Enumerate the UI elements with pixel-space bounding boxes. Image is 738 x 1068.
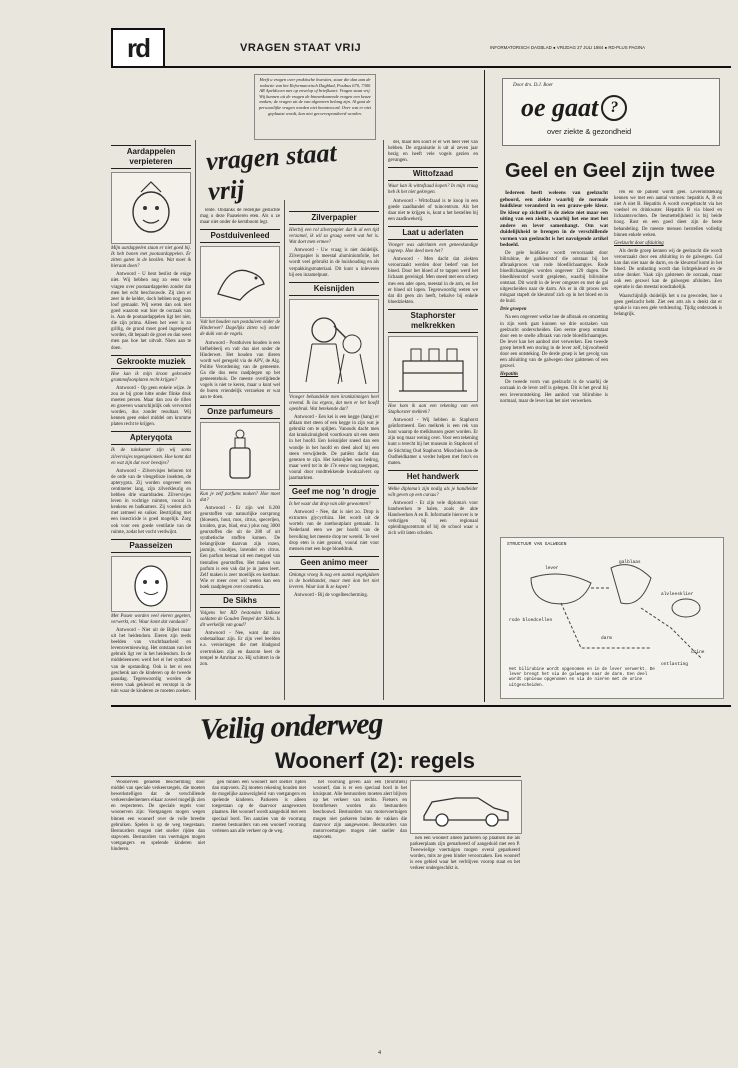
illustration-egg (111, 556, 191, 612)
q-paasseizen: Met Pasen worden veel eieren gegeten, verwerkt, etc. Waar komt dat vandaan? (111, 613, 191, 625)
potato-man-icon (121, 178, 181, 238)
health-left-subhead: Drie groepen (500, 307, 527, 313)
question-mark-icon: ? (601, 95, 627, 121)
q-drop: Is het waar dat drop van alle gewoonten? (289, 502, 371, 508)
veilig-column-3 (313, 780, 407, 1048)
q-postduiven: Valt het houden van postduiven onder de Hinderwet? Dagelijks zitten wij onder de duik van de vogels. (200, 320, 280, 338)
heading-parfumeurs: Onze parfumeurs (200, 405, 280, 419)
veilig-column-4 (410, 836, 520, 1048)
veilig-column-1 (111, 780, 205, 1048)
heading-zilverpapier: Zilverpapier (289, 211, 379, 225)
a-postduiven: Antwoord - Postduiven houden is een liefhebberij en valt dus niet onder de Hinderwet. Het houden van dieren wordt wel geregeld via de APV, de Alg. Politie Verordening van de gemeente. Ga die dus eens raadplegen op het gemeentehuis. De meeste overlijdende vogels is niet te keren, maar u kunt wel de buren vriendelijk verzoeken er wat aan te doen. (200, 340, 280, 401)
bottom-section-rule (111, 705, 731, 707)
health-right-column (614, 190, 722, 530)
health-left-column (500, 190, 608, 530)
illustration-pigeon (200, 246, 280, 318)
q-aardappelen: Mijn aardappelen staan er niet goed bij. Ik heb bonen met pootaardappelen. Er zitten gaten in de knollen. Wat moet ik hieraan doen? (111, 246, 191, 270)
intro-text: Heeft u vragen over praktische kwesties, stuur die dan aan de redactie van het Reformatorisch Dagblad, Postbus 670, 7300 AR Apeldoorn met op envelop of briefkaart: Vragen staat vrij. Wij kunnen uit de vragen de binnenkomende vragen een keuze maken; de vragen uit de van algemeen belang zijn. Al gaat de persoonlijke vragen worden niet beantwoord. Over wat er niet geplaatst wordt, kan niet gecorrespondeerd worden. (258, 77, 372, 116)
masthead-logo (111, 28, 165, 68)
heading-handwerk: Het handwerk (388, 470, 478, 484)
q-keisnijden: Vroeger behandelde men krankzinnigen heel vreemd. Ik las ergens, dat men er het hoofd openbrak. Wat betekende dat? (289, 394, 379, 412)
health-lead: Iedereen heeft weleens van geelzucht gehoord, een ziekte waarbij de normale huidkleur veranderd in een grauw-gele kleur. De kleur op zichzelf is de ziekte niet maar een uiting van een ziekte, waarbij het ene met het andere en lever samenhangt. Om wat duidelijkheid te brengen in de verschillende vormen van geelzucht is het navolgende artikel bedoeld. (500, 190, 608, 248)
q-parfumeurs: Kun je zelf parfums maken? Hoe moet dat? (200, 491, 280, 503)
diagram-title: STRUCTUUR VAN GALWEGEN (507, 542, 567, 547)
health-left-subhead2: Hepatitis (500, 372, 519, 378)
health-left-text: De gele huidkleur wordt veroorzaakt door bilirubine, de galkleurstof die ontstaat bij het afbraakproces van rode bloedlichaampjes. Rode bloedlichaampjes worden ongeveer 120 dagen. De bloedkleurstof wordt gespleten, waarbij bilirubine ontstaat. Dit wordt in de lever omgezet en met de gal uitgescheiden naar de darm. Als er in dit proces iets misgaat stapelt de kleurstof zich op in het bloed en in de huid. (500, 250, 608, 305)
illustration-car (410, 780, 522, 834)
column-2 (200, 208, 280, 702)
a-animo-continued: del, maar den soort er er wel heel veel van hebben. De organisatie is uit al zeven jaar bezig en heeft vele vogels gezien en gevangen. (388, 140, 478, 164)
diagram-label-stool: ontlasting (661, 662, 689, 667)
heading-apteryqota: Apteryqota (111, 431, 191, 445)
perfume-bottle-icon (216, 428, 264, 484)
veilig-column-2 (212, 780, 306, 1048)
health-section (490, 72, 730, 700)
heading-keisnijden: Keisnijden (289, 282, 379, 296)
q-handwerk: Welke diploma's zijn nodig als je handleider wilt geven op een cursus? (388, 486, 478, 498)
veilig-title: Woonerf (2): regels (274, 748, 476, 773)
health-logo-word (521, 93, 627, 123)
q-muziek: Hoe kan ik mijn kroon gekrookte grammofoonplaten recht krijgen? (111, 371, 191, 383)
heading-animo: Geen animo meer (289, 556, 379, 570)
health-title: Geel en Geel zijn twee (504, 160, 716, 182)
a-apteryqota: Antwoord - Zilvervisjes behoren tot de orde van de vleugelloze insekten, de apterygota. Zij worden ongeveer een centimeter lang, zijn zilverkleurig en hebben drie staartdraden. Zilvervisjes leven in vochtige ruimten, vooral in keukens en badkamers. Zij voeden zich met zetmeel en suiker. Bestrijding met een insecticide is goed mogelijk. Zorg ook voor een goede ventilatie van de ruimte, zodat het vocht verdwijnt. (111, 468, 191, 535)
car-icon (416, 784, 516, 830)
heading-paasseizen: Paasseizen (111, 539, 191, 553)
heading-drop: Geef me nog 'n drogje (289, 485, 379, 499)
health-right-text: ren en de patiënt wordt geel. Leverontsteking kennen we met een aantal vormen: hepatitis A, B en niet A niet B. Hepatitis A wordt overgebracht via het voedsel en drinkwater. Hepatitis B via bloed en lichaamsvochten. De besmettelijkheid is bij beide hoog. Rust en een goed dieet zijn de beste behandeling. De meeste mensen herstellen volledig binnen enkele weken. (614, 190, 722, 238)
section-title: VRAGEN STAAT VRIJ (240, 42, 362, 54)
q-melkrekken: Hoe kom ik aan een tekening van een Staphorster melkrek? (388, 403, 478, 415)
egg-face-icon (128, 560, 174, 608)
intro-box (254, 74, 376, 140)
page-number: 4 (378, 1050, 381, 1056)
q-sikhs: Volgens het RD bestonden Indiase soldaten de Gouden Tempel der Sikhs. Is dit werkelijk van goud? (200, 611, 280, 629)
a-parfumeurs: Antwoord - Er zijn wel 6.200 geurstoffen van natuurlijke oorsprong (bloesem, hout, mos, citrus, specerijen, kruiden, gras, blad, enz.) plus nog 3000 geurstoffen die uit de 280 of uit synthetische stoffen komen. De belangrijkste daarvan zijn rozen, jasmijn, viooltjes, lavendel en citrus. Een parfum bestaat uit een mengsel van tientallen geurstoffen. Het maken van parfum is een vak dat je in jaren leert. Zelf maken is zeer moeilijk en kostbaar. Wie er meer over wil weten kan een boek raadplegen over cosmetica. (200, 505, 280, 590)
a-keisnijden: Antwoord - Een kei is een kegge (hang) er afdaan met steen of een kegge in zijn wat je gebruikt om te splijten. Vanouds dacht men dat krankzinnigheid voortkwam uit een steen in het hoofd. Een keisnijder sneed dan een wondje in het hoofd en deed alsof hij een steen verwijderde. De patiënt dacht dan genezen te zijn. Het keisnijden was bedrog, maar werd tot in de 17e eeuw nog toegepast, vooral door rondtrekkende kwakzalvers op jaarmarkten. (289, 415, 379, 481)
diagram-caption: Het bilirubine wordt opgenomen en in de lever verwerkt. De lever brengt het via de galwegen naar de darm. Een deel wordt opnieuw opgenomen en via de nieren met de urine uitgescheiden. (509, 668, 655, 688)
veilig-text-1: Woonerven genieten bescherming door middel van speciale verkeersregels, die moeten bewerkstelligen dat de verschillende verkeersdeelnemers elkaar zoveel mogelijk zien en respecteren. De speciale regels voor woonerven zijn: Voetgangers mogen wegen binnen een woonerf over de volle breedte gebruiken. Spelen is op de weg toegestaan. Bestuurders mogen niet sneller rijden dan stapvoets. Bestuurders van voertuigen mogen voetgangers en spelende kinderen niet hinderen. (111, 780, 205, 853)
a-paas-continued: lente. Ondanks de redelijke geduchte mag u deze Paaseieren eten. Als u ze maar niet onder de kerstboom legt. (200, 208, 280, 226)
heading-wittofzaad: Wittofzaad (388, 167, 478, 181)
veilig-logo: Veilig onderweg (199, 706, 384, 747)
health-byline: Door drs. D.J. Boer (513, 83, 553, 88)
milk-rack-icon (393, 341, 473, 397)
bilirubin-diagram (500, 537, 724, 699)
diagram-label-urine: urine (691, 650, 705, 655)
a-wittofzaad: Antwoord - Wittofzaad is te koop in een goede zaadhandel of tuincentrum. Als het daar niet te krijgen is, kunt u het bestellen bij een zaadkwekerij. (388, 198, 478, 222)
diagram-label-liver: lever (545, 566, 559, 571)
pigeon-icon (210, 254, 270, 310)
stone-cutting-scene-icon (294, 304, 374, 388)
column-4 (388, 140, 478, 702)
heading-sikhs: De Sikhs (200, 594, 280, 608)
vsv-script-title: vragen staat vrij (205, 137, 338, 206)
a-melkrekken: Antwoord - Wij hebben in Staphorst geïnformeerd. Een melkrek is een rek van hout waarop de melkbussen gezet worden. Er zijn nog maar weinig over. Voor een tekening kunt u terecht bij het museum in Staphorst of de Stichting Oud Staphorst. Misschien kan de Oudheidkamer u verder helpen met foto's en maten. (388, 418, 478, 466)
diagram-label-cells: rode bloedcellen (509, 618, 553, 623)
heading-muziek: Gekrookte muziek (111, 355, 191, 369)
q-wittofzaad: Waar kan ik wittofzaad kopen? In mijn vraag heb ik het niet gekregen. (388, 184, 478, 196)
heading-melkrekken: Staphorster melkrekken (388, 309, 478, 333)
diagram-label-intestine: darm (601, 636, 612, 641)
illustration-keisnijden (289, 299, 379, 393)
masthead-rule (111, 66, 731, 68)
diagram-label-pancreas: alvleesklier (661, 592, 694, 597)
health-logo-text: oe gaat (521, 93, 599, 122)
veilig-text-2: gen binnen een woonerf niet sneller rijden dan stapvoets. Zij moeten rekening houden met de mogelijke aanwezigheid van voetgangers en spelende kinderen. Parkeren is alleen toegestaan op de daarvoor aangewezen plaatsen. Het woonerf wordt aangeduid met een speciaal bord. Ten aanzien van de voorrang moeten bestuurders van een woonerf voorrang verlenen aan alle verkeer op de weg. (212, 780, 306, 834)
divider (284, 200, 285, 700)
divider (484, 70, 485, 702)
heading-postduiven: Postduivenleed (200, 229, 280, 243)
a-handwerk: Antwoord - Er zijn vele diploma's voor handwerken te halen, zoals de akte Handwerken A en B. Informatie hierover is te verkrijgen bij een regionaal opleidingscentrum of bij de school waar u zich wilt laten scholen. (388, 501, 478, 537)
logo-text: rd (127, 32, 149, 63)
a-sikhs: Antwoord - Nee, want dat zou onbetaalbaar zijn. Er zijn veel beelden e.a. versieringen die met bladgoud overtrokken zijn en daarom heet de tempel te Amritsar zo. Hij schittert in de zon. (200, 631, 280, 667)
q-animo: Onlangs vroeg ik nog een aantal vogelgidsen in de boekhandel, maar men kon het niet leveren. Waar kan ik ze kopen? (289, 572, 379, 590)
diagram-label-gallbladder: galblaas (619, 560, 641, 565)
column-1 (111, 142, 191, 702)
heading-aardappelen: Aardappelen verpieteren (111, 145, 191, 169)
health-right-text3: Waarschijnlijk duidelijk het u nu geworden, hoe u geen geelzucht hebt. Ziet een arts als u denkt dat er sprake is van een gele verkleuring. Tijdig onderzoek is belangrijk. (614, 293, 722, 317)
illustration-potatoes (111, 172, 191, 244)
masthead-info: INFORMATORISCH DAGBLAD ● VRIJDAG 27 JULI 1984 ● RD-PLUS PAGINA (490, 45, 646, 50)
title-rule (111, 776, 521, 777)
a-muziek: Antwoord - Op geen enkele wijze. Je zou ze bij grote hitte onder flinke druk moeten persen. Maar dan zou de rillen en groeven waarschijnlijk ook vervormd worden, dus zonder resultaat. Wij kennen geen enkel middel om kromme platen recht te krijgen. (111, 385, 191, 428)
health-logo-subtitle: over ziekte & gezondheid (547, 127, 632, 136)
a-drop: Antwoord - Nee, dat is niet zo. Drop is extracten glycyrrhiza. Het wordt uit de wortels van de zoethoutplant gemaakt. In Nederland eten we per hoofd van de bevolking het meeste drop ter wereld. Te veel drop eten is niet gezond, vooral niet voor mensen met een hoge bloeddruk. (289, 510, 379, 552)
a-aardappelen: Antwoord - U bent beslist de enige niet. Wij hebben nog zo eens vele vragen over pootaardappelen zonder dat men het echt beschouwde. Zij zien er zeer in de kelder, doch hebben nog geen loof gemaakt. Wij weten dan ook niet goed waarom wat hier de oorzaak van is. Aan de pootaardappelen ligt het niet, die zijn prima. Alleen het weer is zo grillig, de grond moet goed ingeregend worden, dit bepaalt de groei en dan weet men pas hoe het uitvalt. Niets aan te doen. (111, 272, 191, 351)
health-right-text2: Als derde groep kennen wij de geelzucht die wordt veroorzaakt door een afsluiting in de galwegen. Gal kan dan niet naar de darm, en de kleurstof komt in het bloed. De ontlasting wordt dan lichtgekleurd en de urine donker. Vaak zijn galstenen de oorzaak, maar ook een gezwel kan de galwegen afsluiten. Een operatie is dan meestal noodzakelijk. (614, 248, 722, 291)
divider (195, 140, 196, 700)
a-zilverpapier: Antwoord - Uw vraag is niet duidelijk. Zilverpapier is meestal aluminiumfolie, het wordt veel gebruikt in de huishouding en als verpakkingsmateriaal. Dit kunt u inleveren bij een inzamelpunt. (289, 248, 379, 278)
heading-aderlaten: Laat u aderlaten (388, 226, 478, 240)
illustration-milk-rack (388, 336, 478, 402)
column-3 (289, 208, 379, 702)
health-left-text3: De tweede vorm van geelzucht is de waarbij de oorzaak in de lever zelf is gelegen. Dit is het geval bij een leverontsteking. Het aanbod van bilirubine is normaal, maar de lever kan het niet verwerken. (500, 380, 608, 404)
q-apteryqota: Ik de tuinkamer zijn wij soms zilvervisjes tegengekomen. Hoe komt dat en wat zijn dat voor beestjes? (111, 448, 191, 466)
health-logo-box (502, 78, 720, 146)
veilig-text-4: nen een woonerf alleen parkeren op plaatsen die als parkeerplaats zijn gemarkeerd of aangeduid met een P. Tweewielige voertuigen mogen overal geparkeerd worden, mits ze geen hinder veroorzaken. Een woonerf is een gebied waar het verblijven voorop staat en het verkeer ondergeschikt is. (410, 836, 520, 872)
health-right-subhead: Geelzucht door afsluiting (614, 240, 664, 246)
illustration-perfume (200, 422, 280, 490)
veilig-text-3: het voorrang geven aan een (bromfiets) woonerf, dan is er een speciaal bord in het kruispunt. Alle bestuurders moeten alert blijven op het verkeer van rechts. Fietsers en bromfietsers worden als bestuurders beschouwd. Bestuurders van motorvoertuigen mogen niet parkeren buiten de vakken die daarvoor zijn aangewezen. Bestuurders van motorvoertuigen mogen niet sneller dan stapvoets. (313, 780, 407, 840)
a-paasseizen: Antwoord - Niet uit de Bijbel maar uit het heidendom. Eieren zijn reeds beelden van vruchtbaarheid en levensvernieuwing. Het ontstaan van het gebruik ligt ver in het heidendom. In de middeleeuwen werd het ei het symbool van de opstanding. Ook is het ei een geschenk aan de kinderen op de tweede paasdag. Tegenwoordig worden de eieren vaak gekleurd en verstopt in de tuin waar de kinderen ze moeten zoeken. (111, 627, 191, 694)
a-aderlaten: Antwoord - Men dacht dat ziekten veroorzaakt werden door bederf van het bloed. Door het bloed af te tappen werd het lichaam gereinigd. Men sneed met een scherp mes een ader open, meestal in de arm, en liet er bloed uit lopen. Tegenwoordig weten we dat dit geen zin heeft, behalve bij enkele bloedziekten. (388, 257, 478, 305)
q-aderlaten: Vroeger was aderlaten een geneeskundige ingreep. Hoe deed men het? (388, 242, 478, 255)
a-animo: Antwoord - Bij de vogelbescherming. (294, 593, 369, 599)
health-left-text2: Na een ongeveer welke hoe de afbraak en omzetting in zijn werk gaat kunnen we drie oorzaken van geelzucht onderscheiden. Een eerste groep ontstaat door een te snelle afbraak van rode bloedlichaampjes. De lever kan het aanbod niet verwerken. Een tweede groep betreft een storing in de lever zelf, bijvoorbeeld door een ontsteking. De derde groep is het gevolg van een afsluiting van de galwegen door galstenen of een gezwel. (500, 315, 608, 370)
divider (383, 140, 384, 700)
q-zilverpapier: Hierbij een rol zilverpapier dat ik al een tijd verzamel, ik wil zo graag weten wat het is. Wat doet men ermee? (289, 228, 379, 246)
